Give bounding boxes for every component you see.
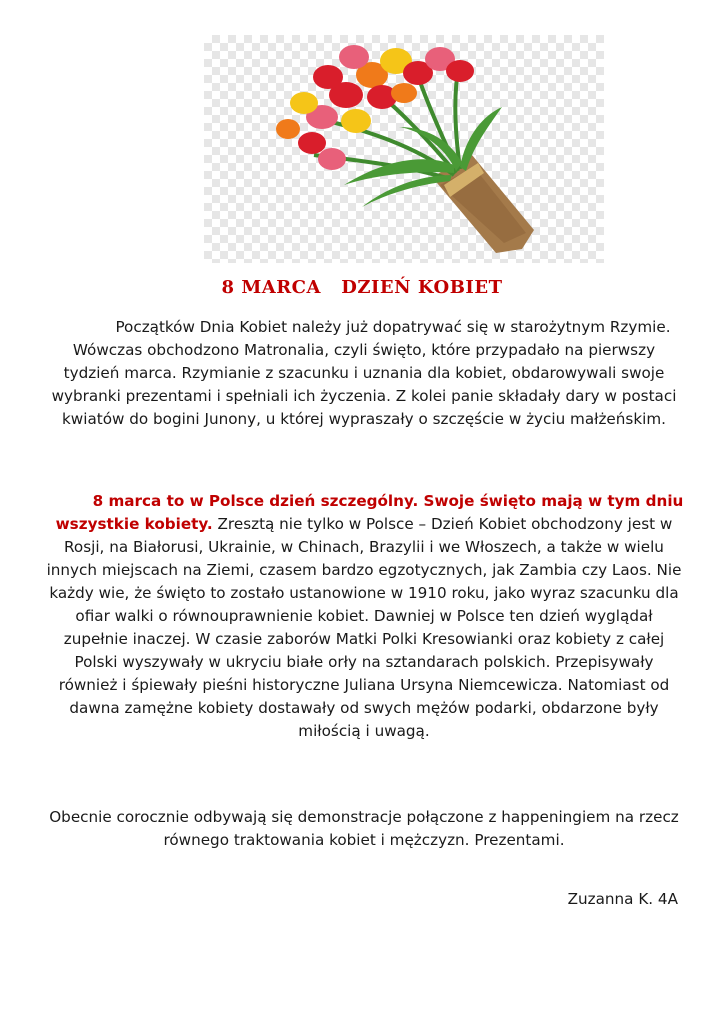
page-title: 8 MARCA DZIEŃ KOBIET	[221, 277, 503, 298]
tulip-head	[290, 92, 318, 114]
tulip-head	[339, 45, 369, 69]
tulip-head	[313, 65, 343, 89]
paragraph-history	[44, 316, 684, 431]
tulip-bouquet-image	[204, 35, 604, 263]
tulip-head	[391, 83, 417, 103]
tulip-head	[318, 148, 346, 170]
highlighted-sentence: 8 marca to w Polsce dzień szczególny. Swoje święto mają w tym dniu wszystkie kobiety.	[55, 492, 684, 533]
tulip-head	[276, 119, 300, 139]
leaf	[362, 175, 452, 207]
tulip-head	[446, 60, 474, 82]
tulip-head	[298, 132, 326, 154]
paragraph-celebration-text: Zresztą nie tylko w Polsce – Dzień Kobiet obchodzony jest w Rosji, na Białorusi, Ukrainie, w Chinach, Brazylii i we Włoszech, a także w wielu innych miejscach na Ziemi, czasem bardzo egzotycznych, jak Zambia czy Laos. Nie każdy wie, że święto to zostało ustanowione w 1910 roku, jako wyraz szacunku dla ofiar walki o równouprawnienie kobiet. Dawniej w Polsce ten dzień wyglądał zupełnie inaczej. W czasie zaborów Matki Polki Kresowianki oraz kobiety z całej Polski wyszywały w ukryciu białe orły na sztandarach polskich. Przepisywały również i śpiewały pieśni historyczne Juliana Ursyna Niemcewicza. Natomiast od dawna zamężne kobiety dostawały od swych mężów podarki, obdarzone były miłością i uwagą.	[46, 515, 682, 740]
leaf	[460, 107, 502, 171]
paragraph-celebration	[44, 490, 684, 743]
tulip-head	[341, 109, 371, 133]
tulip-bouquet-illustration	[204, 35, 604, 263]
author-signature: Zuzanna K. 4A	[567, 890, 678, 908]
paragraph-today: Obecnie corocznie odbywają się demonstracje połączone z happeningiem na rzecz równego traktowania kobiet i mężczyzn. Prezentami.	[49, 808, 679, 849]
paragraph-history-text: Początków Dnia Kobiet należy już dopatrywać się w starożytnym Rzymie. Wówczas obchodzono Matronalia, czyli święto, które przypadało na pierwszy tydzień marca. Rzymianie z szacunku i uznania dla kobiet, obdarowywali swoje wybranki prezentami i spełniali ich życzenia. Z kolei panie składały dary w postaci kwiatów do bogini Junony, u której wypraszały o szczęście w życiu małżeńskim.	[51, 318, 677, 428]
